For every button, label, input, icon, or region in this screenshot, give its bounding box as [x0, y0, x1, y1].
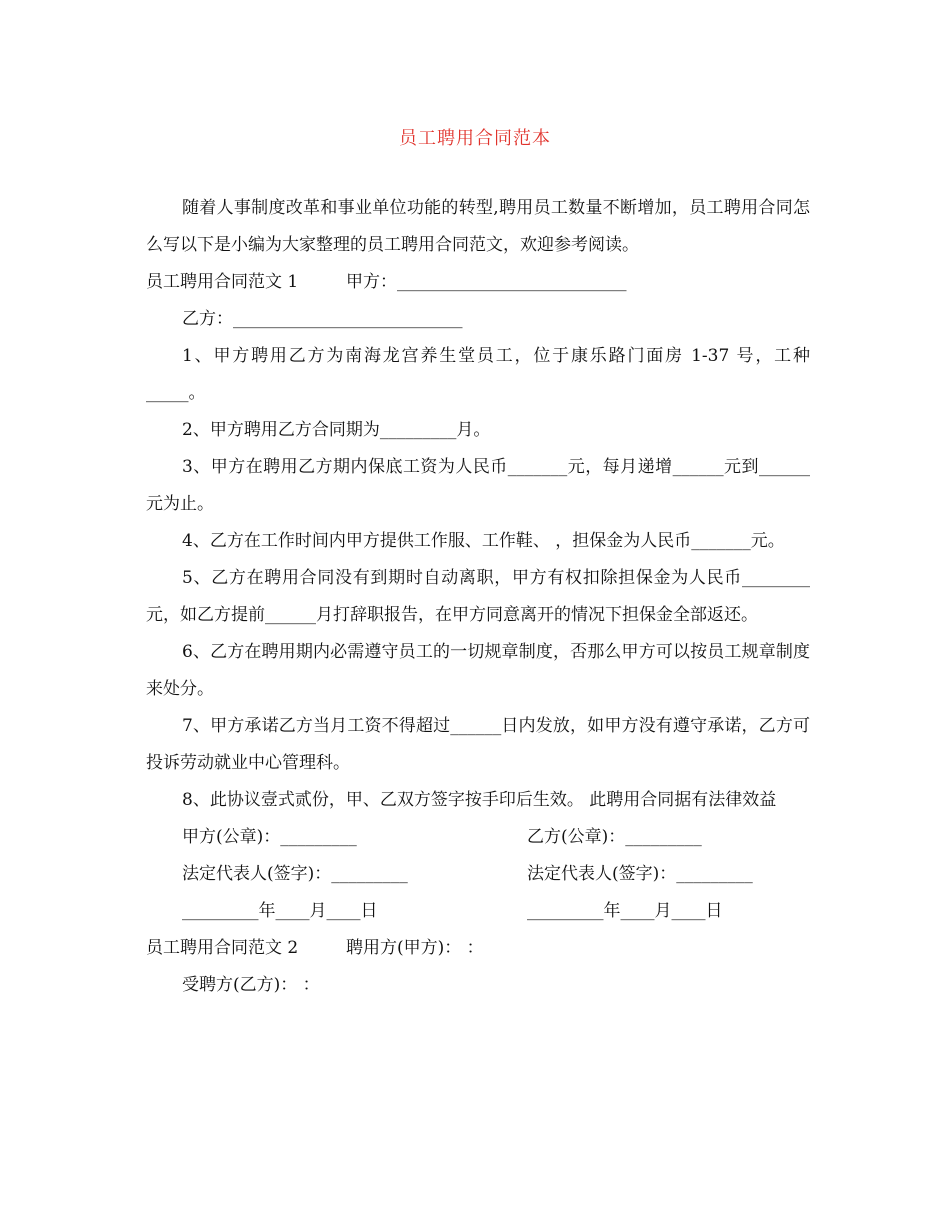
clause-5: 5、乙方在聘用合同没有到期时自动离职，甲方有权扣除担保金为人民币________元，如乙方提前______月打辞职报告，在甲方同意离开的情况下担保金全部返还。 — [146, 568, 810, 625]
clause-8: 8、此协议壹式贰份，甲、乙双方签字按手印后生效。 此聘用合同据有法律效益 — [182, 790, 777, 810]
party-a-label: 甲方： — [346, 272, 397, 292]
signature-rep-row — [146, 856, 810, 893]
clause-3: 3、甲方在聘用乙方期内保底工资为人民币_______元，每月递增______元到______元为止。 — [146, 457, 810, 514]
signature-date-row — [146, 893, 810, 930]
party-a-date: _________年____月____日 — [182, 901, 378, 921]
clause-4: 4、乙方在工作时间内甲方提供工作服、工作鞋、 ，担保金为人民币_______元。 — [182, 531, 785, 551]
clause-2: 2、甲方聘用乙方合同期为_________月。 — [182, 420, 491, 440]
party-b-date: _________年____月____日 — [527, 901, 723, 921]
clause-7: 7、甲方承诺乙方当月工资不得超过______日内发放，如甲方没有遵守承诺，乙方可投诉劳动就业中心管理科。 — [146, 716, 810, 773]
section1-heading-row — [146, 264, 810, 301]
party-b-row — [146, 301, 810, 338]
party-a-blank: ___________________________ — [397, 272, 627, 292]
employee-label: 受聘方(乙方)： ： — [182, 975, 320, 995]
employee-row — [146, 967, 810, 1004]
section2-heading-row — [146, 930, 810, 967]
section1-heading: 员工聘用合同范文 1 — [146, 272, 299, 292]
party-b-blank: ___________________________ — [233, 309, 463, 329]
intro-paragraph: 随着人事制度改革和事业单位功能的转型,聘用员工数量不断增加，员工聘用合同怎么写以下是小编为大家整理的员工聘用合同范文，欢迎参考阅读。 — [146, 198, 810, 255]
employer-label: 聘用方(甲方)： ： — [346, 938, 484, 958]
party-a-seal: 甲方(公章)：_________ — [182, 827, 357, 847]
party-b-seal: 乙方(公章)：_________ — [527, 827, 702, 847]
clause-1: 1、甲方聘用乙方为南海龙宫养生堂员工，位于康乐路门面房 1-37 号，工种_____。 — [146, 346, 810, 403]
clause-6: 6、乙方在聘用期内必需遵守员工的一切规章制度，否那么甲方可以按员工规章制度来处分。 — [146, 642, 810, 699]
document-body — [146, 190, 810, 1004]
party-b-label: 乙方： — [182, 309, 233, 329]
document-title: 员工聘用合同范本 — [399, 128, 551, 149]
party-a-representative: 法定代表人(签字)：_________ — [182, 864, 408, 884]
section2-heading: 员工聘用合同范文 2 — [146, 938, 299, 958]
signature-seal-row — [146, 819, 810, 856]
party-b-representative: 法定代表人(签字)：_________ — [527, 864, 753, 884]
